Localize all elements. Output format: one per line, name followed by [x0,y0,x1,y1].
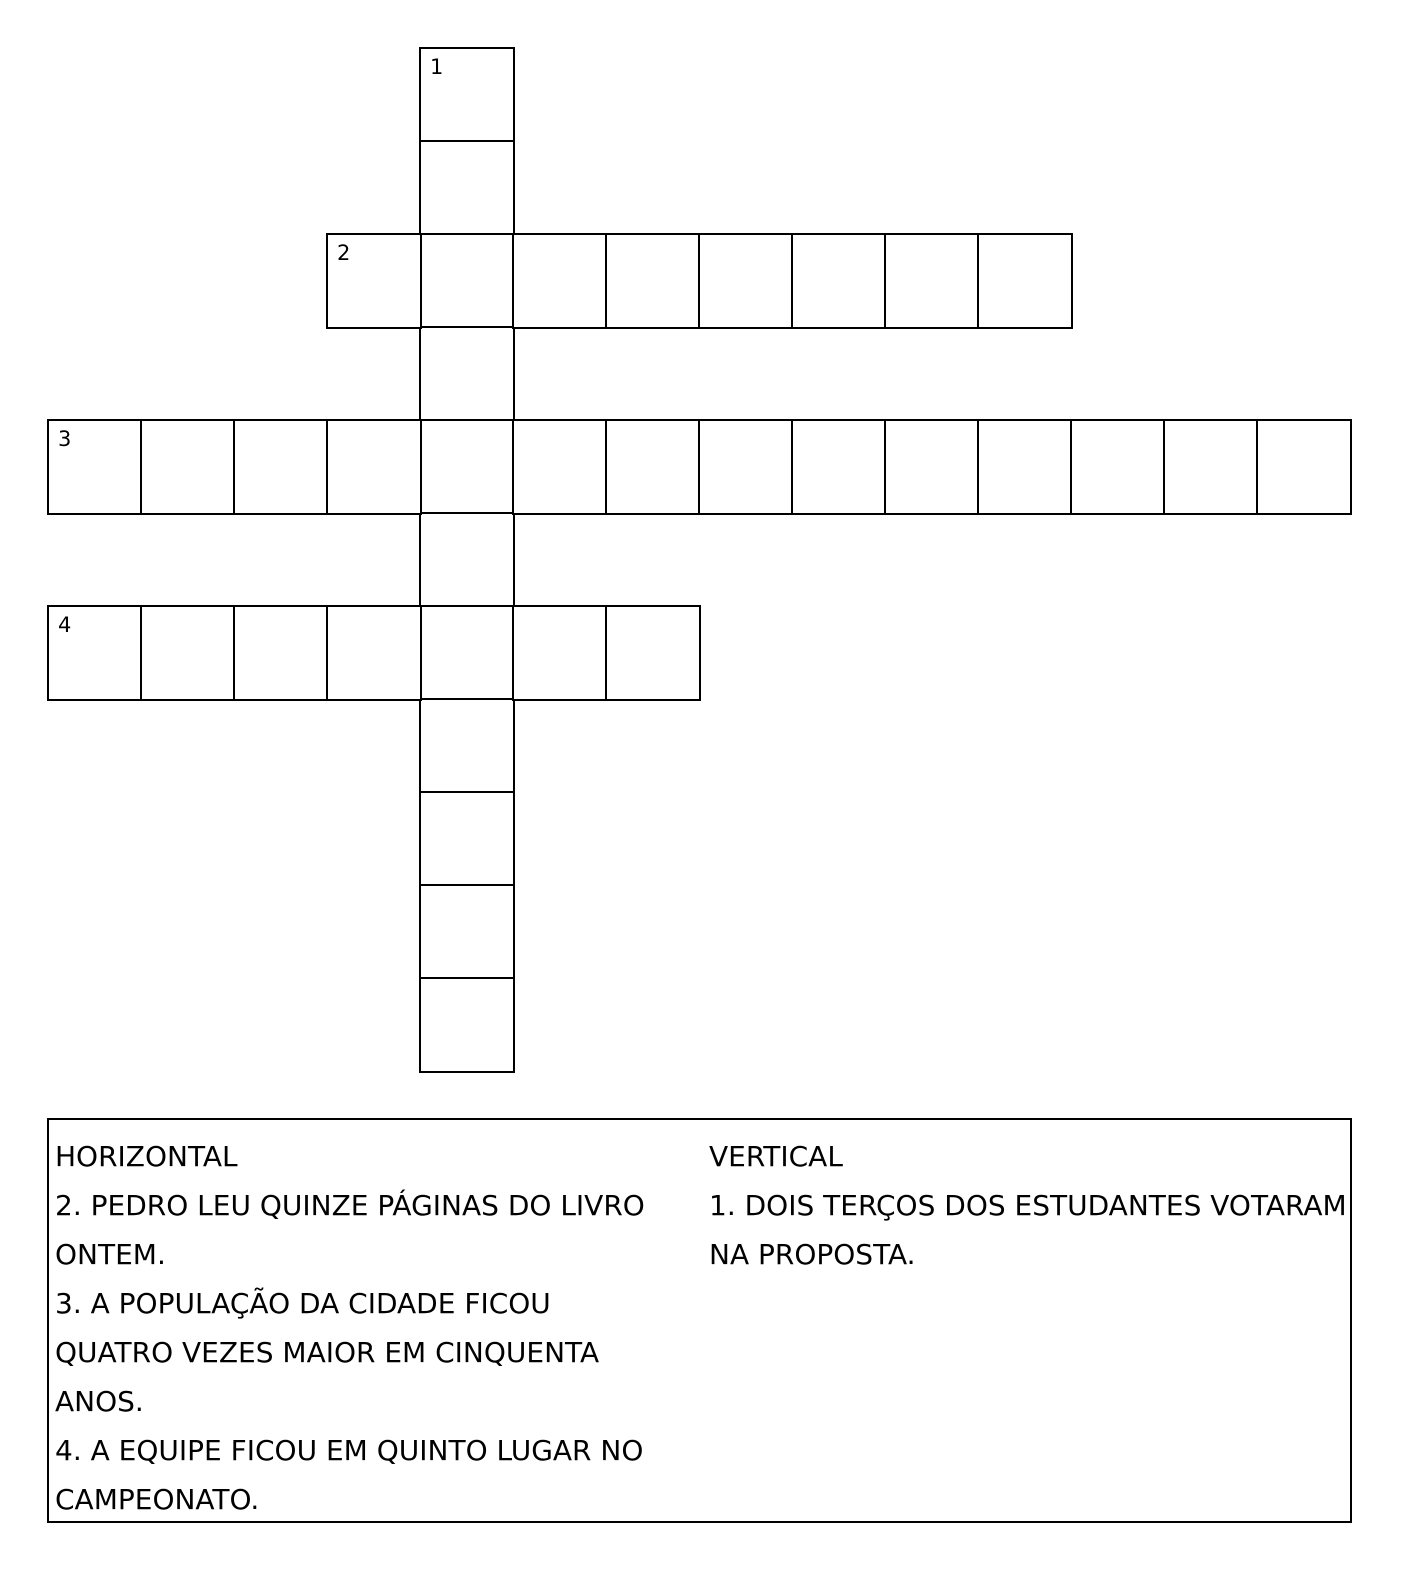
crossword-cell[interactable] [605,605,701,701]
crossword-cell[interactable] [884,233,980,329]
crossword-cell[interactable] [605,233,701,329]
crossword-cell[interactable] [419,47,515,143]
crossword-cell[interactable] [233,419,329,515]
crossword-cell[interactable] [326,233,422,329]
crossword-cell[interactable] [698,233,794,329]
clue-number: 2 [337,241,351,265]
crossword-cell[interactable] [419,326,515,422]
clue-number: 4 [58,613,72,637]
crossword-cell[interactable] [512,419,608,515]
crossword-cell[interactable] [140,419,236,515]
crossword-cell[interactable] [419,977,515,1073]
horizontal-clue-2: 2. PEDRO LEU QUINZE PÁGINAS DO LIVRO ONTEM. [55,1189,645,1271]
crossword-cell[interactable] [698,419,794,515]
vertical-clue-1: 1. DOIS TERÇOS DOS ESTUDANTES VOTARAM NA PROPOSTA. [709,1189,1347,1271]
clue-number: 3 [58,427,72,451]
crossword-cell[interactable] [419,140,515,236]
crossword-cell[interactable] [326,419,422,515]
crossword-cell[interactable] [605,419,701,515]
crossword-cell[interactable] [419,791,515,887]
clues-box [47,1118,1352,1523]
horizontal-clue-3: 3. A POPULAÇÃO DA CIDADE FICOU QUATRO VEZES MAIOR EM CINQUENTA ANOS. [55,1287,600,1418]
crossword-cell[interactable] [419,512,515,608]
vertical-clues [709,1132,1349,1279]
crossword-cell[interactable] [47,605,143,701]
crossword-cell[interactable] [884,419,980,515]
crossword-cell[interactable] [1163,419,1259,515]
horizontal-clues [55,1132,675,1524]
crossword-cell[interactable] [47,419,143,515]
crossword-cell[interactable] [1256,419,1352,515]
crossword-cell[interactable] [233,605,329,701]
crossword-cell[interactable] [419,233,515,329]
crossword-cell[interactable] [977,233,1073,329]
crossword-cell[interactable] [1070,419,1166,515]
crossword-cell[interactable] [140,605,236,701]
crossword-cell[interactable] [512,605,608,701]
crossword-cell[interactable] [326,605,422,701]
clue-number: 1 [430,55,444,79]
vertical-heading: VERTICAL [709,1140,843,1173]
crossword-cell[interactable] [512,233,608,329]
crossword-cell[interactable] [791,419,887,515]
horizontal-heading: HORIZONTAL [55,1140,238,1173]
horizontal-clue-4: 4. A EQUIPE FICOU EM QUINTO LUGAR NO CAMPEONATO. [55,1434,644,1516]
crossword-cell[interactable] [977,419,1073,515]
crossword-cell[interactable] [419,605,515,701]
crossword-cell[interactable] [419,698,515,794]
crossword-cell[interactable] [419,419,515,515]
crossword-cell[interactable] [791,233,887,329]
crossword-cell[interactable] [419,884,515,980]
